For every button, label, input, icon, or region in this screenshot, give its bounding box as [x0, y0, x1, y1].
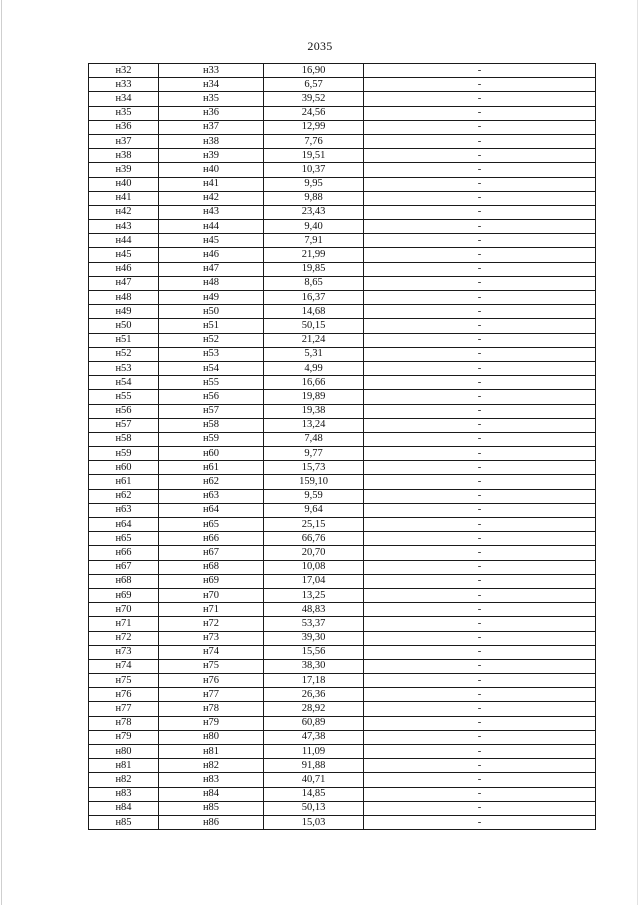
point-from-cell: н72 [89, 631, 159, 645]
length-cell: 16,66 [264, 376, 364, 390]
note-cell: - [364, 503, 596, 517]
table-row [89, 134, 596, 148]
length-cell: 60,89 [264, 716, 364, 730]
note-cell: - [364, 418, 596, 432]
table-row [89, 305, 596, 319]
point-to-cell: н53 [159, 347, 264, 361]
table-row [89, 92, 596, 106]
note-cell: - [364, 220, 596, 234]
note-cell: - [364, 603, 596, 617]
note-cell: - [364, 745, 596, 759]
point-from-cell: н75 [89, 674, 159, 688]
point-to-cell: н55 [159, 376, 264, 390]
point-to-cell: н78 [159, 702, 264, 716]
point-from-cell: н50 [89, 319, 159, 333]
point-to-cell: н44 [159, 220, 264, 234]
length-cell: 20,70 [264, 546, 364, 560]
note-cell: - [364, 674, 596, 688]
table-row [89, 759, 596, 773]
point-from-cell: н39 [89, 163, 159, 177]
length-cell: 9,40 [264, 220, 364, 234]
table-row [89, 588, 596, 602]
scan-edge-left [1, 0, 2, 905]
table-row [89, 390, 596, 404]
table-row [89, 376, 596, 390]
note-cell: - [364, 191, 596, 205]
length-cell: 6,57 [264, 78, 364, 92]
table-row [89, 503, 596, 517]
point-from-cell: н48 [89, 291, 159, 305]
note-cell: - [364, 461, 596, 475]
point-to-cell: н49 [159, 291, 264, 305]
point-from-cell: н56 [89, 404, 159, 418]
table-row [89, 333, 596, 347]
table-row [89, 730, 596, 744]
length-cell: 17,04 [264, 574, 364, 588]
point-to-cell: н81 [159, 745, 264, 759]
length-cell: 66,76 [264, 532, 364, 546]
point-to-cell: н56 [159, 390, 264, 404]
point-from-cell: н82 [89, 773, 159, 787]
note-cell: - [364, 475, 596, 489]
point-to-cell: н73 [159, 631, 264, 645]
note-cell: - [364, 773, 596, 787]
point-from-cell: н74 [89, 659, 159, 673]
length-cell: 19,89 [264, 390, 364, 404]
table-row [89, 674, 596, 688]
point-to-cell: н84 [159, 787, 264, 801]
point-to-cell: н42 [159, 191, 264, 205]
table-row [89, 319, 596, 333]
length-cell: 48,83 [264, 603, 364, 617]
table-row [89, 447, 596, 461]
table-row [89, 745, 596, 759]
point-to-cell: н57 [159, 404, 264, 418]
note-cell: - [364, 645, 596, 659]
note-cell: - [364, 376, 596, 390]
point-to-cell: н70 [159, 588, 264, 602]
length-cell: 19,38 [264, 404, 364, 418]
note-cell: - [364, 617, 596, 631]
point-from-cell: н43 [89, 220, 159, 234]
length-cell: 14,68 [264, 305, 364, 319]
length-cell: 19,85 [264, 262, 364, 276]
length-cell: 16,90 [264, 64, 364, 78]
point-from-cell: н63 [89, 503, 159, 517]
point-to-cell: н67 [159, 546, 264, 560]
length-cell: 39,30 [264, 631, 364, 645]
note-cell: - [364, 716, 596, 730]
table-row [89, 489, 596, 503]
length-cell: 10,08 [264, 560, 364, 574]
point-from-cell: н46 [89, 262, 159, 276]
point-to-cell: н33 [159, 64, 264, 78]
table-row [89, 191, 596, 205]
table-row [89, 702, 596, 716]
point-to-cell: н52 [159, 333, 264, 347]
point-to-cell: н62 [159, 475, 264, 489]
scan-edge-right [637, 0, 638, 905]
note-cell: - [364, 432, 596, 446]
length-cell: 53,37 [264, 617, 364, 631]
note-cell: - [364, 120, 596, 134]
table-row [89, 659, 596, 673]
table-row [89, 220, 596, 234]
table-row [89, 418, 596, 432]
length-cell: 25,15 [264, 518, 364, 532]
note-cell: - [364, 291, 596, 305]
note-cell: - [364, 106, 596, 120]
table-row [89, 546, 596, 560]
point-from-cell: н33 [89, 78, 159, 92]
point-from-cell: н80 [89, 745, 159, 759]
length-cell: 11,09 [264, 745, 364, 759]
note-cell: - [364, 489, 596, 503]
note-cell: - [364, 631, 596, 645]
point-to-cell: н45 [159, 234, 264, 248]
point-to-cell: н74 [159, 645, 264, 659]
table-row [89, 801, 596, 815]
note-cell: - [364, 262, 596, 276]
point-from-cell: н54 [89, 376, 159, 390]
note-cell: - [364, 64, 596, 78]
note-cell: - [364, 688, 596, 702]
point-from-cell: н76 [89, 688, 159, 702]
length-cell: 24,56 [264, 106, 364, 120]
note-cell: - [364, 447, 596, 461]
note-cell: - [364, 149, 596, 163]
table-row [89, 205, 596, 219]
length-cell: 15,73 [264, 461, 364, 475]
point-to-cell: н60 [159, 447, 264, 461]
point-to-cell: н50 [159, 305, 264, 319]
note-cell: - [364, 78, 596, 92]
note-cell: - [364, 759, 596, 773]
point-from-cell: н52 [89, 347, 159, 361]
point-from-cell: н38 [89, 149, 159, 163]
point-to-cell: н69 [159, 574, 264, 588]
table-row [89, 574, 596, 588]
note-cell: - [364, 730, 596, 744]
point-from-cell: н83 [89, 787, 159, 801]
point-from-cell: н67 [89, 560, 159, 574]
point-to-cell: н34 [159, 78, 264, 92]
point-to-cell: н40 [159, 163, 264, 177]
table-row [89, 532, 596, 546]
table-row [89, 688, 596, 702]
point-from-cell: н36 [89, 120, 159, 134]
point-to-cell: н43 [159, 205, 264, 219]
note-cell: - [364, 702, 596, 716]
point-to-cell: н64 [159, 503, 264, 517]
point-from-cell: н34 [89, 92, 159, 106]
length-cell: 15,03 [264, 815, 364, 829]
table-row [89, 645, 596, 659]
table-row [89, 177, 596, 191]
point-to-cell: н51 [159, 319, 264, 333]
table-row [89, 106, 596, 120]
point-from-cell: н70 [89, 603, 159, 617]
point-from-cell: н81 [89, 759, 159, 773]
length-cell: 91,88 [264, 759, 364, 773]
point-to-cell: н38 [159, 134, 264, 148]
point-from-cell: н69 [89, 588, 159, 602]
point-from-cell: н37 [89, 134, 159, 148]
point-from-cell: н53 [89, 361, 159, 375]
point-from-cell: н47 [89, 276, 159, 290]
length-cell: 10,37 [264, 163, 364, 177]
point-to-cell: н63 [159, 489, 264, 503]
point-to-cell: н41 [159, 177, 264, 191]
point-from-cell: н41 [89, 191, 159, 205]
point-from-cell: н68 [89, 574, 159, 588]
length-cell: 4,99 [264, 361, 364, 375]
point-to-cell: н59 [159, 432, 264, 446]
length-cell: 15,56 [264, 645, 364, 659]
note-cell: - [364, 546, 596, 560]
length-cell: 21,24 [264, 333, 364, 347]
note-cell: - [364, 305, 596, 319]
note-cell: - [364, 518, 596, 532]
length-cell: 39,52 [264, 92, 364, 106]
length-cell: 9,88 [264, 191, 364, 205]
point-to-cell: н37 [159, 120, 264, 134]
point-to-cell: н75 [159, 659, 264, 673]
table-row [89, 262, 596, 276]
length-cell: 26,36 [264, 688, 364, 702]
point-from-cell: н85 [89, 815, 159, 829]
point-to-cell: н83 [159, 773, 264, 787]
point-from-cell: н84 [89, 801, 159, 815]
point-from-cell: н71 [89, 617, 159, 631]
table-body [89, 64, 596, 830]
point-to-cell: н46 [159, 248, 264, 262]
length-cell: 21,99 [264, 248, 364, 262]
length-cell: 16,37 [264, 291, 364, 305]
note-cell: - [364, 815, 596, 829]
point-from-cell: н55 [89, 390, 159, 404]
point-to-cell: н82 [159, 759, 264, 773]
note-cell: - [364, 276, 596, 290]
point-to-cell: н35 [159, 92, 264, 106]
note-cell: - [364, 361, 596, 375]
point-from-cell: н59 [89, 447, 159, 461]
table-row [89, 787, 596, 801]
note-cell: - [364, 163, 596, 177]
note-cell: - [364, 801, 596, 815]
point-from-cell: н73 [89, 645, 159, 659]
length-cell: 8,65 [264, 276, 364, 290]
point-from-cell: н61 [89, 475, 159, 489]
point-from-cell: н45 [89, 248, 159, 262]
point-from-cell: н51 [89, 333, 159, 347]
point-from-cell: н62 [89, 489, 159, 503]
point-from-cell: н65 [89, 532, 159, 546]
table-row [89, 361, 596, 375]
table-row [89, 64, 596, 78]
point-from-cell: н66 [89, 546, 159, 560]
point-to-cell: н65 [159, 518, 264, 532]
length-cell: 9,64 [264, 503, 364, 517]
table-row [89, 631, 596, 645]
point-from-cell: н78 [89, 716, 159, 730]
length-cell: 50,15 [264, 319, 364, 333]
point-to-cell: н47 [159, 262, 264, 276]
note-cell: - [364, 234, 596, 248]
note-cell: - [364, 347, 596, 361]
point-to-cell: н54 [159, 361, 264, 375]
point-to-cell: н77 [159, 688, 264, 702]
length-cell: 13,25 [264, 588, 364, 602]
table-row [89, 234, 596, 248]
point-to-cell: н58 [159, 418, 264, 432]
point-to-cell: н68 [159, 560, 264, 574]
length-cell: 23,43 [264, 205, 364, 219]
point-from-cell: н35 [89, 106, 159, 120]
point-to-cell: н86 [159, 815, 264, 829]
table-row [89, 560, 596, 574]
table-row [89, 291, 596, 305]
length-cell: 14,85 [264, 787, 364, 801]
length-cell: 9,59 [264, 489, 364, 503]
table-row [89, 347, 596, 361]
point-from-cell: н58 [89, 432, 159, 446]
point-to-cell: н36 [159, 106, 264, 120]
note-cell: - [364, 560, 596, 574]
point-to-cell: н39 [159, 149, 264, 163]
point-to-cell: н79 [159, 716, 264, 730]
table-row [89, 432, 596, 446]
table-row [89, 815, 596, 829]
note-cell: - [364, 134, 596, 148]
note-cell: - [364, 532, 596, 546]
table-row [89, 120, 596, 134]
point-to-cell: н76 [159, 674, 264, 688]
point-to-cell: н48 [159, 276, 264, 290]
table-row [89, 78, 596, 92]
point-from-cell: н49 [89, 305, 159, 319]
point-from-cell: н79 [89, 730, 159, 744]
length-cell: 17,18 [264, 674, 364, 688]
length-cell: 159,10 [264, 475, 364, 489]
table-row [89, 617, 596, 631]
length-cell: 7,91 [264, 234, 364, 248]
table-row [89, 149, 596, 163]
note-cell: - [364, 92, 596, 106]
point-from-cell: н42 [89, 205, 159, 219]
point-to-cell: н80 [159, 730, 264, 744]
table-row [89, 404, 596, 418]
point-from-cell: н57 [89, 418, 159, 432]
length-cell: 50,13 [264, 801, 364, 815]
length-cell: 9,77 [264, 447, 364, 461]
coordinates-table [88, 63, 596, 830]
table-row [89, 475, 596, 489]
point-to-cell: н71 [159, 603, 264, 617]
point-to-cell: н66 [159, 532, 264, 546]
length-cell: 9,95 [264, 177, 364, 191]
point-from-cell: н32 [89, 64, 159, 78]
note-cell: - [364, 319, 596, 333]
table-row [89, 716, 596, 730]
point-to-cell: н72 [159, 617, 264, 631]
length-cell: 13,24 [264, 418, 364, 432]
note-cell: - [364, 659, 596, 673]
table-row [89, 773, 596, 787]
point-from-cell: н44 [89, 234, 159, 248]
length-cell: 40,71 [264, 773, 364, 787]
note-cell: - [364, 404, 596, 418]
length-cell: 19,51 [264, 149, 364, 163]
table-row [89, 163, 596, 177]
note-cell: - [364, 205, 596, 219]
note-cell: - [364, 248, 596, 262]
note-cell: - [364, 588, 596, 602]
point-from-cell: н64 [89, 518, 159, 532]
point-to-cell: н85 [159, 801, 264, 815]
page-number: 2035 [307, 39, 333, 53]
table-row [89, 518, 596, 532]
point-from-cell: н40 [89, 177, 159, 191]
length-cell: 38,30 [264, 659, 364, 673]
length-cell: 12,99 [264, 120, 364, 134]
note-cell: - [364, 574, 596, 588]
note-cell: - [364, 787, 596, 801]
point-from-cell: н60 [89, 461, 159, 475]
note-cell: - [364, 333, 596, 347]
note-cell: - [364, 390, 596, 404]
point-from-cell: н77 [89, 702, 159, 716]
note-cell: - [364, 177, 596, 191]
length-cell: 28,92 [264, 702, 364, 716]
table-row [89, 248, 596, 262]
length-cell: 7,76 [264, 134, 364, 148]
table-row [89, 603, 596, 617]
length-cell: 5,31 [264, 347, 364, 361]
length-cell: 7,48 [264, 432, 364, 446]
point-to-cell: н61 [159, 461, 264, 475]
table-row [89, 276, 596, 290]
table-row [89, 461, 596, 475]
length-cell: 47,38 [264, 730, 364, 744]
